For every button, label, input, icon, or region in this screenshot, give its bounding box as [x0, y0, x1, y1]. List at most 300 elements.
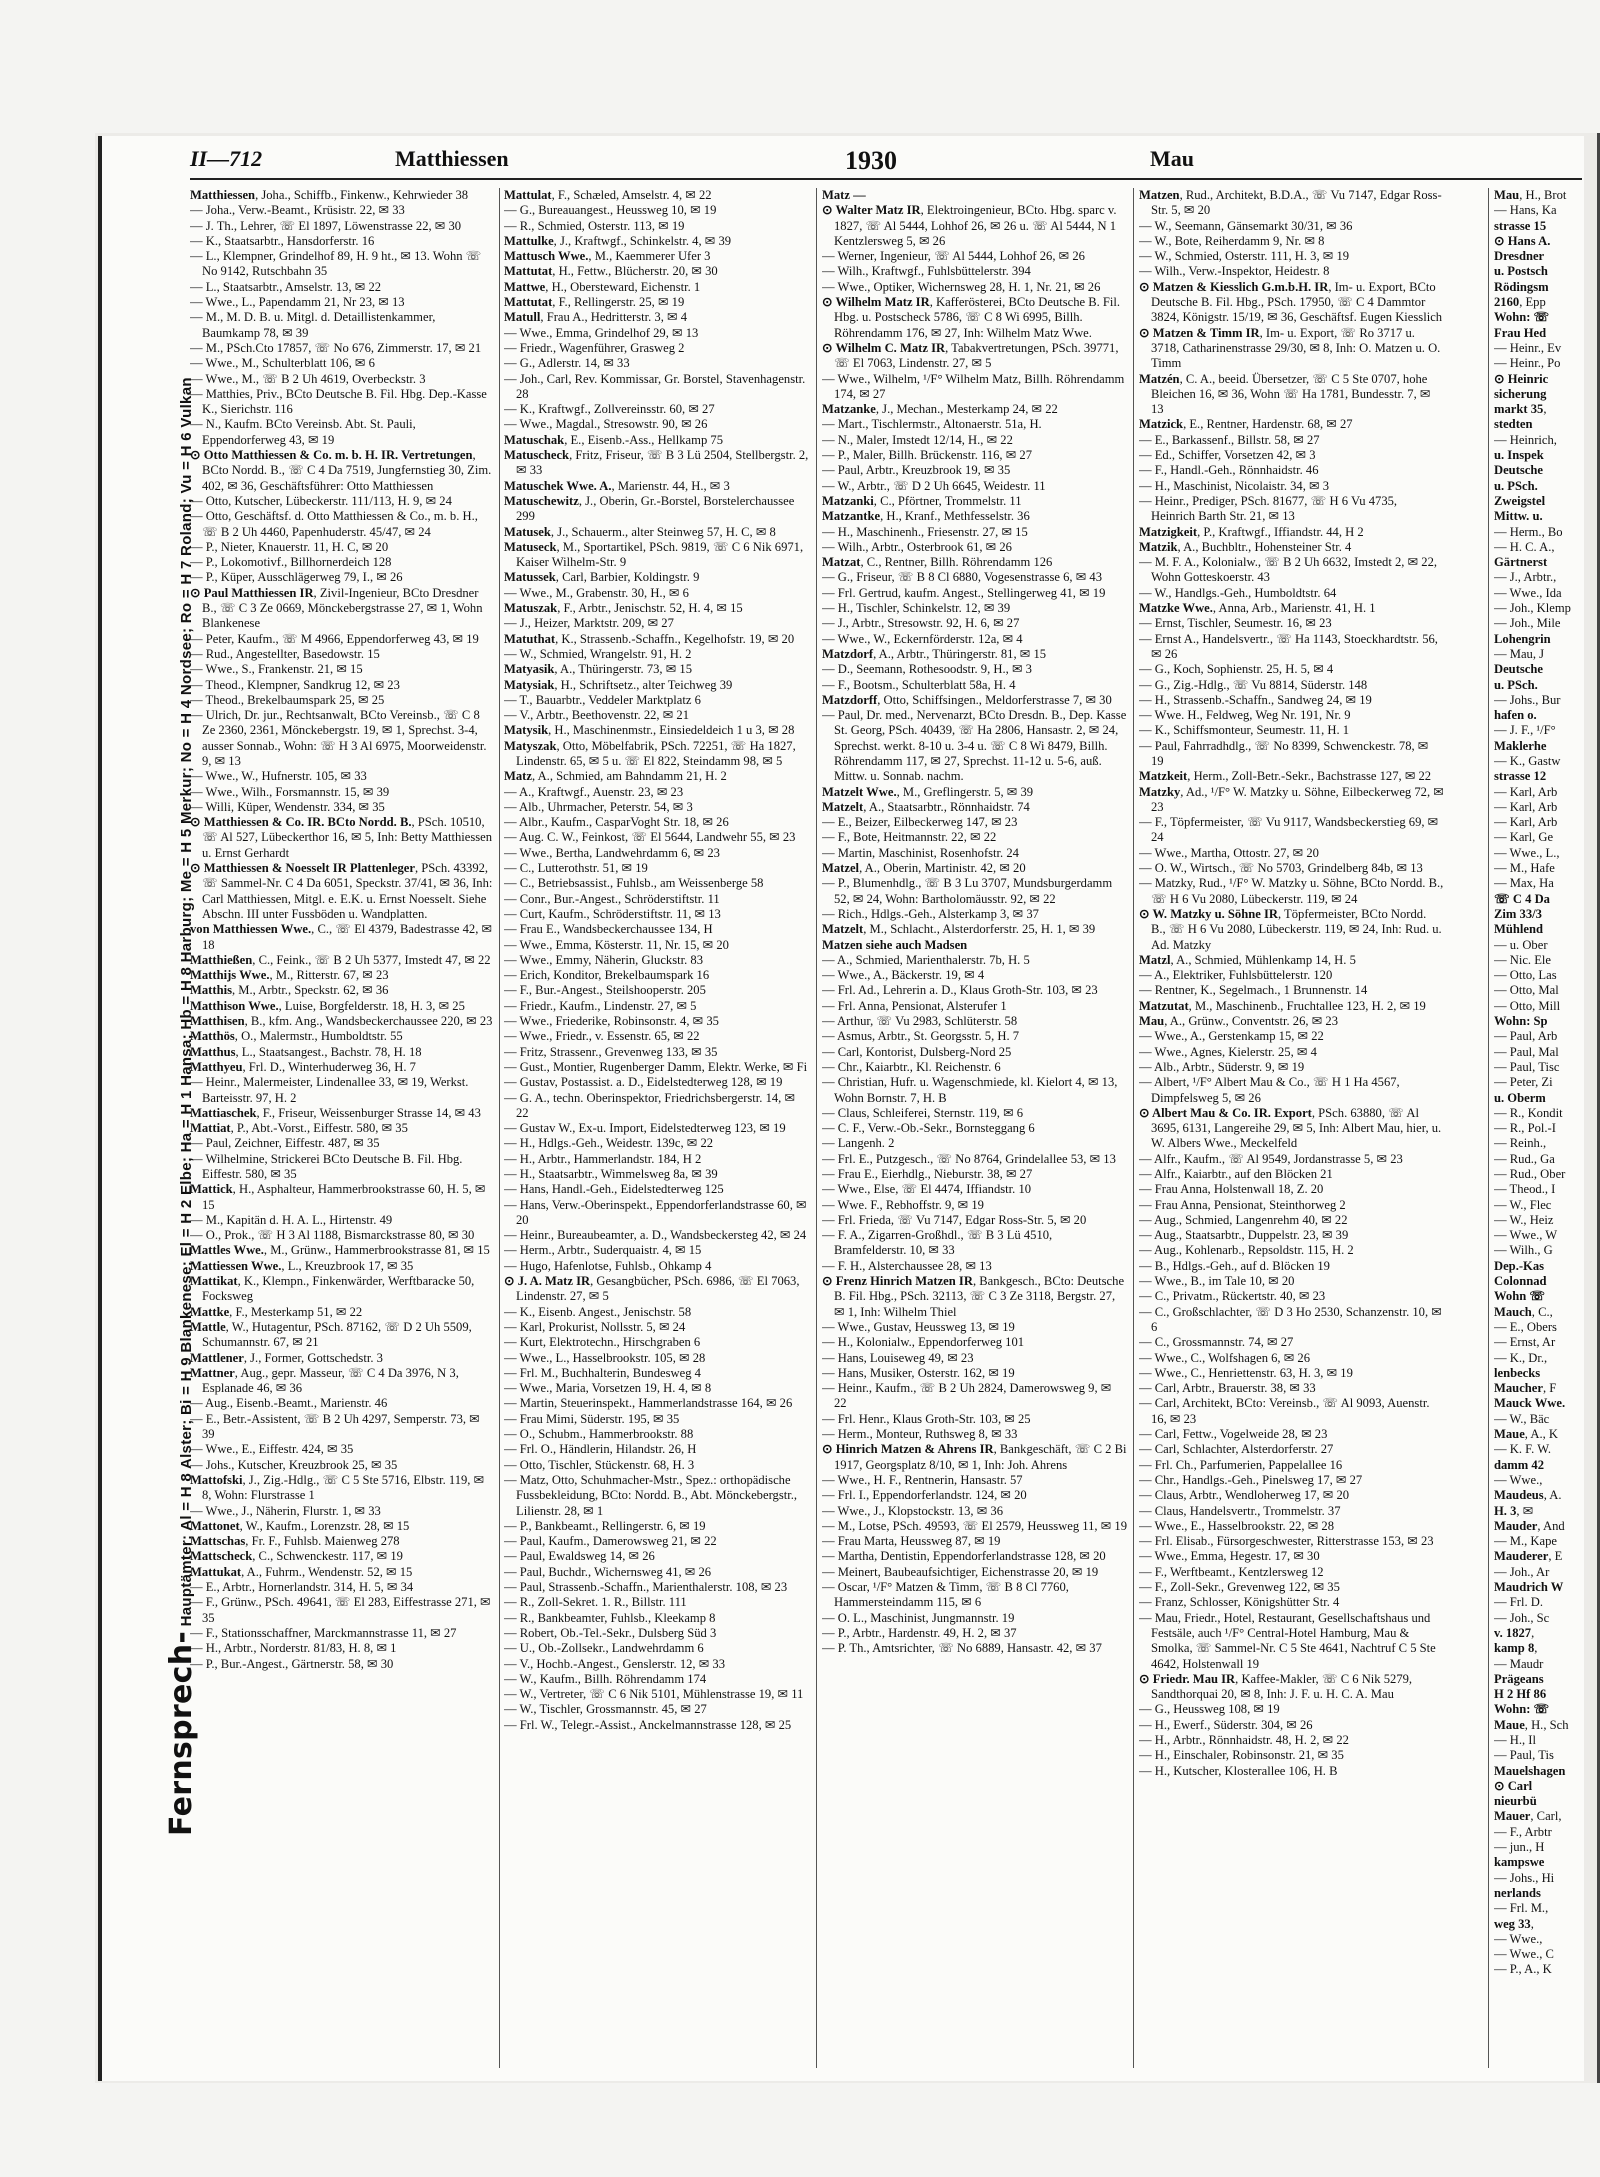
directory-entry: — Heinrich, — [1494, 432, 1557, 447]
directory-entry: — Ernst A., Handelsvertr., ☏ Ha 1143, Stoeckhardtstr. 56, ✉ 26 — [1139, 631, 1438, 661]
directory-entry: ⊙ Paul Matthiessen IR, Zivil-Ingenieur, BCto Dresdner B., ☏ C 3 Ze 0669, Mönckebergstrasse 27, ✉ 1, Wohn Blankenese — [190, 585, 483, 631]
directory-entry: — Gust., Montier, Rugenberger Damm, Elektr. Werke, ✉ Fi — [504, 1059, 808, 1074]
directory-entry: Matuscheck, Fritz, Friseur, ☏ B 3 Lü 2504, Stellbergstr. 2, ✉ 33 — [504, 448, 809, 478]
directory-entry: — Heinr., Ev — [1494, 340, 1562, 355]
directory-entry: — Wilhelmine, Strickerei BCto Deutsche B. Fil. Hbg. Eiffestr. 580, ✉ 35 — [190, 1151, 463, 1181]
directory-entry: — Wwe., Friedr., v. Essenstr. 65, ✉ 22 — [504, 1029, 700, 1044]
directory-entry: — F., Töpfermeister, ☏ Vu 9117, Wandsbeckerstieg 69, ✉ 24 — [1139, 815, 1439, 845]
directory-entry: — Karl, Arb — [1494, 799, 1558, 814]
directory-entry: Matzdorf, A., Arbtr., Thüringerstr. 81, ✉ 15 — [822, 646, 1047, 661]
directory-entry: — N., Kaufm. BCto Vereinsb. Abt. St. Pauli, Eppendorferweg 43, ✉ 19 — [190, 417, 416, 447]
directory-entry: — Johs., Bur — [1494, 692, 1561, 707]
column-divider — [1488, 188, 1489, 2068]
directory-entry: Mittw. u. — [1494, 509, 1543, 524]
directory-entry: ⊙ Hinrich Matzen & Ahrens IR, Bankgeschäft, ☏ C 2 Bi 1917, Georgsplatz 8/10, ✉ 1, Inh: Joh. Ahrens — [822, 1442, 1127, 1472]
directory-entry: H 2 Hf 86 — [1494, 1687, 1547, 1702]
directory-entry: Mattke, F., Mesterkamp 51, ✉ 22 — [190, 1304, 363, 1319]
directory-entry: — W., Bäc — [1494, 1411, 1550, 1426]
directory-entry: — K. F. W. — [1494, 1442, 1552, 1457]
directory-entry: Matzelt, A., Staatsarbtr., Rönnhaidstr. 74 — [822, 799, 1030, 814]
directory-entry: — E., Betr.-Assistent, ☏ B 2 Uh 4297, Semperstr. 73, ✉ 39 — [190, 1411, 480, 1442]
directory-entry: — Frl. O., Händlerin, Hilandstr. 26, H — [504, 1442, 697, 1457]
directory-entry: — R., Schmied, Osterstr. 113, ✉ 19 — [504, 218, 685, 233]
sidebar-exchange-legend — [106, 377, 199, 1836]
directory-entry: — Wwe., Martha, Ottostr. 27, ✉ 20 — [1139, 845, 1319, 860]
directory-entry: — H., Staatsarbtr., Wimmelsweg 8a, ✉ 39 — [504, 1167, 718, 1181]
directory-entry: — Wwe., L., Papendamm 21, Nr 23, ✉ 13 — [190, 295, 405, 310]
directory-entry: — O., Schubm., Hammerbrookstr. 88 — [504, 1427, 694, 1442]
directory-entry: — F., Werftbeamt., Kentzlersweg 12 — [1139, 1564, 1324, 1579]
directory-entry: Maudeus, A. — [1494, 1488, 1562, 1503]
directory-entry: — Wilh., Verw.-Inspektor, Heidestr. 8 — [1139, 264, 1330, 279]
directory-entry: — M. F. A., Kolonialw., ☏ B 2 Uh 6632, Imstedt 2, ✉ 22, Wohn Gotteskoerstr. 43 — [1139, 555, 1438, 585]
column-divider — [816, 188, 817, 2068]
directory-entry: — Frau Anna, Holstenwall 18, Z. 20 — [1139, 1182, 1324, 1197]
directory-entry: Frau Hed — [1494, 325, 1547, 340]
directory-entry: — Fritz, Strassenr., Grevenweg 133, ✉ 35 — [504, 1044, 718, 1059]
left-running-title: Matthiessen — [395, 146, 509, 171]
directory-entry: — Wwe., — [1494, 1931, 1543, 1946]
directory-entry: — Mau, J — [1494, 646, 1545, 661]
directory-entry: Matzelt Wwe., M., Greflingerstr. 5, ✉ 39 — [822, 784, 1034, 799]
directory-entry: — Joh., Ar — [1494, 1564, 1550, 1579]
directory-entry: — Hans, Musiker, Osterstr. 162, ✉ 19 — [822, 1365, 1015, 1380]
directory-entry: — Wwe., W., Eckernförderstr. 12a, ✉ 4 — [822, 631, 1023, 646]
directory-entry: Matusek, J., Schauerm., alter Steinweg 57, H. C, ✉ 8 — [504, 524, 776, 539]
directory-entry: — Matz, Otto, Schuhmacher-Mstr., Spez.: orthopädische Fussbekleidung, BCto: Nordd. B., Abt. Mönckebergstr., Lilienstr. 28, ✉ 1 — [504, 1472, 798, 1518]
directory-entry: — Wwe., E., Eiffestr. 424, ✉ 35 — [190, 1442, 354, 1457]
directory-entry: — O. W., Wirtsch., ☏ No 5703, Grindelberg 84b, ✉ 13 — [1139, 861, 1423, 876]
page-number: II—712 — [190, 146, 263, 171]
directory-entry: — Wwe., Friederike, Robinsonstr. 4, ✉ 35 — [504, 1014, 719, 1029]
directory-entry: — F., Bote, Heitmannstr. 22, ✉ 22 — [822, 830, 997, 845]
directory-entry: — E., Arbtr., Hornerlandstr. 314, H. 5, ✉ 34 — [190, 1580, 414, 1595]
directory-entry: Matzen, Rud., Architekt, B.D.A., ☏ Vu 7147, Edgar Ross-Str. 5, ✉ 20 — [1139, 188, 1442, 218]
directory-entry: — Rud., Angestellter, Basedowstr. 15 — [190, 646, 380, 661]
directory-entry: Colonnad — [1494, 1274, 1547, 1289]
directory-entry: Matzén, C. A., beeid. Übersetzer, ☏ C 5 Ste 0707, hohe Bleichen 16, ✉ 36, Wohn ☏ Ha 1781, Bundesstr. 7, ✉ 13 — [1139, 371, 1431, 417]
directory-entry: stedten — [1494, 417, 1533, 432]
directory-entry: — Frl. Gertrud, kaufm. Angest., Stellingerweg 41, ✉ 19 — [822, 585, 1106, 600]
directory-entry: Matzky, Ad., ¹/F° W. Matzky u. Söhne, Eilbeckerweg 72, ✉ 23 — [1139, 784, 1444, 814]
directory-entry: — Peter, Zi — [1494, 1075, 1553, 1090]
directory-entry: hafen o. — [1494, 708, 1537, 723]
directory-entry: — Ed., Schiffer, Vorsetzen 42, ✉ 3 — [1139, 448, 1316, 463]
directory-entry: — Maudr — [1494, 1656, 1544, 1671]
directory-entry: Mattiaschek, F., Friseur, Weissenburger Strasse 14, ✉ 43 — [190, 1105, 481, 1120]
directory-entry: — Joh., Carl, Rev. Kommissar, Gr. Borstel, Stavenhagenstr. 28 — [504, 371, 806, 401]
directory-entry: nerlands — [1494, 1885, 1541, 1900]
directory-entry: — Nic. Ele — [1494, 952, 1552, 967]
directory-entry: — Mau, Friedr., Hotel, Restaurant, Gesellschaftshaus und Festsäle, auch ¹/F° Central-Hotel Hamburg, Mau & Smolka, ☏ Sammel-Nr. C 5 Ste 4641, Nachtruf C 5 Ste 4642, Holstenwall 19 — [1139, 1610, 1436, 1671]
directory-entry: — W., Arbtr., ☏ D 2 Uh 6645, Weidestr. 11 — [822, 478, 1046, 493]
directory-entry: — Wwe. F., Rebhoffstr. 9, ✉ 19 — [822, 1197, 984, 1212]
directory-entry: Matzl, A., Schmied, Mühlenkamp 14, H. 5 — [1139, 952, 1356, 967]
directory-entry: — Rud., Ga — [1494, 1151, 1555, 1166]
directory-entry: Mauelshagen — [1494, 1763, 1566, 1778]
directory-entry: — Frl. D. — [1494, 1595, 1543, 1610]
directory-entry: — Wwe., Ida — [1494, 585, 1562, 600]
directory-entry: — Claus, Schleiferei, Sternstr. 119, ✉ 6 — [822, 1105, 1024, 1120]
directory-entry: ⊙ Albert Mau & Co. IR. Export, PSch. 63880, ☏ Al 3695, 6131, Langereihe 29, ✉ 5, Inh: Albert Mau, hier, u. W. Albers Wwe., Meckelfeld — [1139, 1105, 1442, 1151]
directory-entry: Deutsche — [1494, 463, 1543, 478]
directory-entry: — T., Bauarbtr., Veddeler Marktplatz 6 — [504, 692, 701, 707]
directory-entry: — Max, Ha — [1494, 876, 1554, 891]
directory-entry: — Gustav W., Ex-u. Import, Eidelstedterweg 123, ✉ 19 — [504, 1121, 786, 1136]
directory-entry: Mattiat, P., Abt.-Vorst., Eiffestr. 580, ✉ 35 — [190, 1121, 408, 1136]
directory-entry: ⊙ Otto Matthiessen & Co. m. b. H. IR. Vertretungen, BCto Nordd. B., ☏ C 4 Da 7519, Jungfernstieg 30, Zim. 402, ✉ 36, Geschäftsführer: Otto Matthiessen — [190, 448, 492, 493]
directory-entry: — Wwe., J., Näherin, Flurstr. 1, ✉ 33 — [190, 1503, 381, 1518]
directory-entry: — Otto, Las — [1494, 968, 1557, 983]
directory-entry: — A., Schmied, Marienthalerstr. 7b, H. 5 — [822, 952, 1030, 967]
directory-entry: — Carl, Architekt, BCto: Vereinsb., ☏ Al 9093, Auenstr. 16, ✉ 23 — [1139, 1396, 1430, 1426]
directory-entry: — E., Obers — [1494, 1319, 1557, 1334]
directory-entry: — K., Eisenb. Angest., Jenischstr. 58 — [504, 1304, 692, 1319]
directory-entry: — Alfr., Kaufm., ☏ Al 9549, Jordanstrasse 5, ✉ 23 — [1139, 1151, 1403, 1166]
directory-entry: — Christian, Hufr. u. Wagenschmiede, kl. Kielort 4, ✉ 13, Wohn Bornstr. 7, H. B — [822, 1075, 1118, 1105]
directory-entry: — Frau Marta, Heussweg 87, ✉ 19 — [822, 1534, 1001, 1549]
directory-entry: — P., Bur.-Angest., Gärtnerstr. 58, ✉ 30 — [190, 1656, 394, 1671]
directory-entry: Mauder, And — [1494, 1518, 1565, 1533]
directory-entry: — G., Bureauangest., Heussweg 10, ✉ 19 — [504, 203, 717, 218]
directory-entry: kamp 8, — [1494, 1641, 1538, 1656]
directory-entry: Maue, A., K — [1494, 1427, 1559, 1442]
page-header — [190, 146, 1570, 176]
directory-entry: — M., Lotse, PSch. 49593, ☏ El 2579, Heussweg 11, ✉ 19 — [822, 1518, 1127, 1533]
directory-entry: — Johs., Kutscher, Kreuzbrook 25, ✉ 35 — [190, 1457, 398, 1472]
directory-entry: ⊙ Hans A. — [1494, 233, 1551, 248]
directory-entry: — Karl, Arb — [1494, 784, 1558, 799]
directory-entry: — Ulrich, Dr. jur., Rechtsanwalt, BCto Vereinsb., ☏ C 8 Ze 2360, 2361, Mönckebergstr. 19, ✉ 1, Sprechst. 3-4, ausser Sonnab., Wohn: ☏ H 3 Al 6975, Moorweidenstr. 9, ✉ 13 — [190, 708, 487, 768]
directory-entry: Mau, A., Grünw., Conventstr. 26, ✉ 23 — [1139, 1014, 1338, 1029]
directory-entry: — Paul, Arbtr., Kreuzbrook 19, ✉ 35 — [822, 463, 1011, 478]
directory-entry: — Wwe., — [1494, 1472, 1543, 1487]
sidebar-exchanges: Al = H 8 Alster; Bi = H 9 Blankenese; El = H 2 Elbe; Ha = H 1 Hansa; Hb = H 8 Harburg; Me = H 5 Merkur; No = H 4 Nordsee; Ro = H 7 Roland; Vu = H 6 Vulkan — [178, 377, 195, 1531]
directory-entry: — Paul, Strassenb.-Schaffn., Marienthalerstr. 108, ✉ 23 — [504, 1580, 788, 1595]
directory-entry: — Chr., Handlgs.-Geh., Pinelsweg 17, ✉ 27 — [1139, 1472, 1363, 1487]
directory-entry: — jun., H — [1494, 1840, 1545, 1855]
directory-entry: — H., Kolonialw., Eppendorferweg 101 — [822, 1335, 1025, 1350]
directory-entry: — G., Zig.-Hdlg., ☏ Vu 8814, Süderstr. 148 — [1139, 677, 1368, 692]
directory-entry: — G. A., techn. Oberinspektor, Friedrichsbergerstr. 14, ✉ 22 — [504, 1090, 796, 1120]
directory-column-3 — [822, 188, 1127, 2068]
directory-column-1 — [190, 188, 495, 2068]
directory-entry: — Wwe., H. F., Rentnerin, Hansastr. 57 — [822, 1472, 1023, 1487]
directory-entry: — Wilh., G — [1494, 1243, 1553, 1258]
directory-entry: — P., Bankbeamt., Rellingerstr. 6, ✉ 19 — [504, 1518, 706, 1533]
directory-entry: Matuschek Wwe. A., Marienstr. 44, H., ✉ 3 — [504, 478, 730, 493]
directory-entry: — Albert, ¹/F° Albert Mau & Co., ☏ H 1 Ha 4567, Dimpfelsweg 5, ✉ 26 — [1139, 1075, 1400, 1105]
directory-entry: — Carl, Arbtr., Brauerstr. 38, ✉ 33 — [1139, 1381, 1316, 1396]
directory-entry: — Ernst, Ar — [1494, 1335, 1556, 1350]
sidebar-title: Fernsprech- — [164, 1630, 199, 1836]
directory-entry: — P., A., K — [1494, 1962, 1552, 1977]
directory-entry: Wohn ☏ — [1494, 1289, 1546, 1304]
directory-entry: Matz, A., Schmied, am Bahndamm 21, H. 2 — [504, 769, 727, 784]
directory-entry: — Frl. Anna, Pensionat, Alsterufer 1 — [822, 998, 1007, 1013]
directory-entry: — Asmus, Arbtr., St. Georgsstr. 5, H. 7 — [822, 1029, 1020, 1044]
directory-entry: — P., Nieter, Knauerstr. 11, H. C, ✉ 20 — [190, 539, 389, 554]
directory-entry: — Theod., Brekelbaumspark 25, ✉ 25 — [190, 692, 385, 707]
directory-entry: ⊙ Walter Matz IR, Elektroingenieur, BCto. Hbg. sparc v. 1827, ☏ Al 5444, Lohhof 26, ✉ 26 u. ☏ Al 5444, N 1 Kentzlersweg 5, ✉ 26 — [822, 203, 1117, 248]
directory-entry: — M., Kape — [1494, 1534, 1557, 1549]
directory-entry: Mattukat, A., Fuhrm., Wendenstr. 52, ✉ 15 — [190, 1564, 413, 1579]
directory-entry: — C., Grossmannstr. 74, ✉ 27 — [1139, 1335, 1294, 1350]
directory-entry: — Hans, Handl.-Geh., Eidelstedterweg 125 — [504, 1182, 724, 1197]
directory-entry: — Joh., Sc — [1494, 1610, 1550, 1625]
directory-entry: — M., Kapitän d. H. A. L., Hirtenstr. 49 — [190, 1212, 393, 1227]
directory-entry: — Frl. M., Buchhalterin, Bundesweg 4 — [504, 1365, 701, 1380]
directory-entry: u. Inspek — [1494, 448, 1544, 463]
directory-entry: — Wwe., S., Frankenstr. 21, ✉ 15 — [190, 662, 363, 677]
directory-entry: — R., Zoll-Sekret. 1. R., Billstr. 111 — [504, 1595, 687, 1610]
directory-entry: Matthus, L., Staatsangest., Bachstr. 78, H. 18 — [190, 1044, 422, 1059]
directory-entry: Mattiessen Wwe., L., Kreuzbrook 17, ✉ 35 — [190, 1258, 414, 1273]
directory-entry: ⊙ Matthiessen & Noesselt IR Plattenleger, PSch. 43392, ☏ Sammel-Nr. C 4 Da 6051, Speckstr. 37/41, ✉ 36, Inh: Carl Matthiessen, Mitgl. e. E.K. u. Ernst Noesselt. Siehe Abschn. III unter Fussböden u. Wandplatten. — [190, 861, 493, 921]
directory-entry: — Frau Mimi, Süderstr. 195, ✉ 35 — [504, 1411, 680, 1426]
directory-entry: Matuschewitz, J., Oberin, Gr.-Borstel, Borstelerchaussee 299 — [504, 493, 795, 524]
directory-entry: Maudrich W — [1494, 1580, 1564, 1595]
directory-entry: — W., Schmied, Osterstr. 111, H. 3, ✉ 19 — [1139, 249, 1350, 264]
directory-entry: Matysiak, H., Schriftsetz., alter Teichweg 39 — [504, 677, 733, 692]
directory-entry: — F., Arbtr — [1494, 1824, 1552, 1839]
directory-entry: — H., Maschinist, Nicolaistr. 34, ✉ 3 — [1139, 478, 1330, 493]
directory-entry: — Heinr., Prediger, PSch. 81677, ☏ H 6 Vu 4735, Heinrich Barth Str. 21, ✉ 13 — [1139, 493, 1398, 524]
directory-entry: — P., Küper, Ausschlägerweg 79, I., ✉ 26 — [190, 570, 403, 585]
directory-entry: — L., Klempner, Grindelhof 89, H. 9 ht., ✉ 13. Wohn ☏ No 9142, Rutschbahn 35 — [190, 249, 482, 279]
directory-entry: strasse 15 — [1494, 218, 1547, 233]
directory-entry: — Joh., Mile — [1494, 616, 1561, 631]
directory-entry: — Wwe., Maria, Vorsetzen 19, H. 4, ✉ 8 — [504, 1381, 712, 1396]
directory-entry: Mauch, C., — [1494, 1304, 1553, 1319]
directory-entry: — C. F., Verw.-Ob.-Sekr., Bornsteggang 6 — [822, 1121, 1035, 1136]
directory-entry: Matzen siehe auch Madsen — [822, 937, 968, 952]
directory-entry: Matzdorff, Otto, Schiffsingen., Meldorferstrasse 7, ✉ 30 — [822, 692, 1112, 707]
directory-entry: Matyszak, Otto, Möbelfabrik, PSch. 72251, ☏ Ha 1827, Lindenstr. 65, ✉ 5 u. ☏ El 822, Steindamm 98, ✉ 5 — [504, 738, 796, 768]
directory-entry: ⊙ Carl — [1494, 1778, 1533, 1793]
directory-entry: — Paul, Dr. med., Nervenarzt, BCto Dresdn. B., Dep. Kasse St. Georg, PSch. 40439, ☏ Ha 2806, Hansastr. 2, ✉ 24, Sprechst. werkt. 8-10 u. 3-4 u. ☏ C 8 Wi 8479, Billh. Röhrendamm 117, ✉ 27, Sprechst. 11-12 u. 5-6, auß. Mittw. u. Sonnab. nachm. — [822, 708, 1127, 784]
directory-entry: Mattscheck, C., Schwenckestr. 117, ✉ 19 — [190, 1549, 403, 1564]
directory-entry: — W., Tischler, Grossmannstr. 45, ✉ 27 — [504, 1702, 707, 1717]
directory-entry: — Wwe., Else, ☏ El 4474, Iffiandstr. 10 — [822, 1182, 1032, 1197]
directory-entry: — Aug., Eisenb.-Beamt., Marienstr. 46 — [190, 1396, 388, 1411]
directory-entry: — H., Tischler, Schinkelstr. 12, ✉ 39 — [822, 601, 1011, 616]
directory-entry: — H., Ewerf., Süderstr. 304, ✉ 26 — [1139, 1717, 1313, 1732]
directory-entry: Mattulke, J., Kraftwgf., Schinkelstr. 4, ✉ 39 — [504, 233, 732, 248]
directory-entry: — Wilh., Kraftwgf., Fuhlsbüttelerstr. 394 — [822, 264, 1031, 279]
directory-entry: Matthiessen, Joha., Schiffb., Finkenw., Kehrwieder 38 — [190, 188, 469, 202]
directory-entry: — F., Handl.-Geh., Rönnhaidstr. 46 — [1139, 463, 1319, 478]
directory-entry: — Paul, Ewaldsweg 14, ✉ 26 — [504, 1549, 655, 1564]
directory-entry: — Wwe., L., Hasselbrookstr. 105, ✉ 28 — [504, 1350, 706, 1365]
directory-entry: Matuschak, E., Eisenb.-Ass., Hellkamp 75 — [504, 432, 723, 447]
directory-entry: — F., Bur.-Angest., Steilshooperstr. 205 — [504, 983, 706, 998]
directory-entry: — Wwe., M., Schulterblatt 106, ✉ 6 — [190, 356, 375, 371]
directory-entry: ⊙ Friedr. Mau IR, Kaffee-Makler, ☏ C 6 Nik 5279, Sandthorquai 20, ✉ 8, Inh: J. F. u. H. C. A. Mau — [1139, 1671, 1413, 1702]
directory-entry: Lohengrin — [1494, 631, 1551, 646]
directory-entry: — Wwe., Emmy, Näherin, Gluckstr. 83 — [504, 952, 704, 967]
directory-entry: — C., Großschlachter, ☏ D 3 Ho 2530, Schanzenstr. 10, ✉ 6 — [1139, 1304, 1442, 1334]
directory-entry: Maucher, F — [1494, 1381, 1557, 1396]
directory-entry: Mattle, W., Hutagentur, PSch. 87162, ☏ D 2 Uh 5509, Schumannstr. 67, ✉ 21 — [190, 1319, 472, 1350]
directory-entry: lenbecks — [1494, 1365, 1541, 1380]
directory-entry: — Johs., Hi — [1494, 1870, 1555, 1885]
directory-entry: — K., Schiffsmonteur, Seumestr. 11, H. 1 — [1139, 723, 1350, 738]
directory-entry: — C., Privatm., Rückertstr. 40, ✉ 23 — [1139, 1289, 1326, 1304]
directory-entry: — Hans, Verw.-Oberinspekt., Eppendorferlandstrasse 60, ✉ 20 — [504, 1197, 807, 1227]
directory-entry: Matull, Frau A., Hedritterstr. 3, ✉ 4 — [504, 310, 688, 325]
directory-entry: Matysik, H., Maschinenmstr., Einsiedeldeich 1 u 3, ✉ 28 — [504, 723, 795, 738]
directory-entry: Mattofski, J., Zig.-Hdlg., ☏ C 5 Ste 5716, Elbstr. 119, ✉ 8, Wohn: Flurstrasse 1 — [190, 1472, 485, 1503]
directory-entry: ⊙ Wilhelm Matz IR, Kafferösterei, BCto Deutsche B. Fil. Hbg. u. Postscheck 5786, ☏ C 8 Wi 6995, Billh. Röhrendamm 176, ✉ 27, Inh: Wilhelm Matz Wwe. — [822, 295, 1121, 340]
directory-entry: — N., Maler, Imstedt 12/14, H., ✉ 22 — [822, 432, 1013, 447]
directory-entry: — W., Kaufm., Billh. Röhrendamm 174 — [504, 1671, 707, 1686]
directory-entry: — W., Seemann, Gänsemarkt 30/31, ✉ 36 — [1139, 218, 1353, 233]
directory-entry: — Joh., Klemp — [1494, 601, 1571, 616]
directory-entry: — C., Betriebsassist., Fuhlsb., am Weissenberge 58 — [504, 876, 764, 891]
directory-entry: — Rich., Hdlgs.-Geh., Alsterkamp 3, ✉ 37 — [822, 906, 1039, 921]
directory-entry: — Wwe., Agnes, Kielerstr. 25, ✉ 4 — [1139, 1044, 1317, 1059]
directory-entry: Matthös, O., Malermstr., Humboldtstr. 55 — [190, 1029, 403, 1044]
directory-entry: — Otto, Geschäftsf. d. Otto Matthiessen & Co., m. b. H., ☏ B 2 Uh 4460, Papenhuderstr. 45/47, ✉ 24 — [190, 509, 478, 539]
directory-entry: Matzel, A., Oberin, Martinistr. 42, ✉ 20 — [822, 861, 1026, 876]
directory-entry: — Alb., Uhrmacher, Peterstr. 54, ✉ 3 — [504, 799, 693, 814]
directory-entry: — Theod., Klempner, Sandkrug 12, ✉ 23 — [190, 677, 400, 692]
directory-entry: — Paul, Mal — [1494, 1044, 1559, 1059]
directory-entry: — Chr., Kaiarbtr., Kl. Reichenstr. 6 — [822, 1059, 1001, 1074]
directory-entry: — Wwe., Magdal., Stresowstr. 90, ✉ 26 — [504, 417, 708, 432]
directory-entry: — Albr., Kaufm., CasparVoght Str. 18, ✉ 26 — [504, 815, 729, 830]
directory-entry: — Wwe., M., ☏ B 2 Uh 4619, Overbeckstr. 3 — [190, 371, 426, 386]
header-rule — [190, 178, 1582, 180]
directory-entry: — Martin, Steuerinspekt., Hammerlandstrasse 164, ✉ 26 — [504, 1396, 793, 1411]
directory-entry: — Frl. Henr., Klaus Groth-Str. 103, ✉ 25 — [822, 1411, 1031, 1426]
directory-entry: — Aug., Schmied, Langenrehm 40, ✉ 22 — [1139, 1212, 1348, 1227]
directory-entry: — W., Heiz — [1494, 1212, 1554, 1227]
directory-entry: — Willi, Küper, Wendenstr. 334, ✉ 35 — [190, 799, 385, 814]
directory-entry: — Paul, Zeichner, Eiffestr. 487, ✉ 35 — [190, 1136, 380, 1151]
directory-entry: — F., Bootsm., Schulterblatt 58a, H. 4 — [822, 677, 1016, 692]
directory-entry: — Aug., Staatsarbtr., Duppelstr. 23, ✉ 39 — [1139, 1228, 1349, 1243]
directory-entry: — O., Prok., ☏ H 3 Al 1188, Bismarckstrasse 80, ✉ 30 — [190, 1228, 475, 1243]
directory-entry: Wohn: ☏ — [1494, 310, 1550, 325]
directory-entry: — Joha., Verw.-Beamt., Krüsistr. 22, ✉ 33 — [190, 203, 405, 218]
directory-entry: — Karl, Arb — [1494, 815, 1558, 830]
directory-entry: — Wwe., B., im Tale 10, ✉ 20 — [1139, 1274, 1295, 1289]
directory-entry: Maue, H., Sch — [1494, 1717, 1569, 1732]
directory-entry: — Hans, Louiseweg 49, ✉ 23 — [822, 1350, 974, 1365]
directory-entry: — P., Maler, Billh. Brückenstr. 116, ✉ 27 — [822, 448, 1033, 463]
directory-entry: — Claus, Handelsvertr., Trommelstr. 37 — [1139, 1503, 1341, 1518]
directory-entry: ⊙ Heinric — [1494, 371, 1549, 386]
directory-entry: — Paul, Buchdr., Wichernsweg 41, ✉ 26 — [504, 1564, 712, 1579]
directory-entry: — G., Heussweg 108, ✉ 19 — [1139, 1702, 1280, 1717]
directory-entry: — Wwe., Bertha, Landwehrdamm 6, ✉ 23 — [504, 845, 720, 860]
directory-entry: Prägeans — [1494, 1671, 1544, 1686]
directory-entry: — A., Kraftwgf., Auenstr. 23, ✉ 23 — [504, 784, 684, 799]
directory-entry: — Martin, Maschinist, Rosenhofstr. 24 — [822, 845, 1019, 860]
directory-entry: — F. A., Zigarren-Großhdl., ☏ B 3 Lü 4510, Bramfelderstr. 10, ✉ 33 — [822, 1228, 1053, 1258]
directory-entry: Rödingsm — [1494, 279, 1549, 294]
directory-entry: — Kurt, Elektrotechn., Hirschgraben 6 — [504, 1335, 701, 1350]
directory-entry: — R., Kondit — [1494, 1105, 1563, 1120]
directory-page — [98, 136, 1584, 2081]
directory-entry: Mattusch Wwe., M., Kaemmerer Ufer 3 — [504, 249, 711, 264]
directory-entry: — J. F., ¹/F° — [1494, 723, 1556, 738]
directory-entry: ☏ C 4 Da — [1494, 891, 1550, 906]
directory-entry: — Frl. Ad., Lehrerin a. D., Klaus Groth-Str. 103, ✉ 23 — [822, 983, 1098, 998]
directory-entry: Matzke Wwe., Anna, Arb., Marienstr. 41, H. 1 — [1139, 601, 1376, 616]
directory-entry: — J., Heizer, Marktstr. 209, ✉ 27 — [504, 616, 674, 631]
directory-entry: — Paul, Arb — [1494, 1029, 1558, 1044]
directory-entry: — Rud., Ober — [1494, 1167, 1566, 1181]
directory-entry: Mauderer, E — [1494, 1549, 1563, 1564]
directory-entry: — C., Lutterothstr. 51, ✉ 19 — [504, 861, 648, 876]
directory-entry: — Frau Anna, Pensionat, Steinthorweg 2 — [1139, 1197, 1346, 1212]
directory-entry: — Wwe., Optiker, Wichernsweg 28, H. 1, Nr. 21, ✉ 26 — [822, 279, 1101, 294]
directory-entry: H. 3, ✉ — [1494, 1503, 1534, 1518]
directory-entry: Matzkeit, Herm., Zoll-Betr.-Sekr., Bachstrasse 127, ✉ 22 — [1139, 769, 1432, 784]
directory-entry: — Otto, Mal — [1494, 983, 1559, 998]
directory-entry: — Otto, Mill — [1494, 998, 1561, 1013]
directory-entry: — K., Kraftwgf., Zollvereinsstr. 60, ✉ 27 — [504, 402, 715, 417]
directory-entry: Deutsche — [1494, 662, 1543, 677]
directory-entry: — Carl, Kontorist, Dulsberg-Nord 25 — [822, 1044, 1012, 1059]
directory-entry: — P., Blumenhdlg., ☏ B 3 Lu 3707, Mundsburgerdamm 52, ✉ 24, Wohn: Bartholomäusstr. 92, ✉ 22 — [822, 876, 1113, 906]
directory-entry: — Frl. I., Eppendorferlandstr. 124, ✉ 20 — [822, 1488, 1027, 1503]
directory-entry: — P. Th., Amtsrichter, ☏ No 6889, Hansastr. 42, ✉ 37 — [822, 1641, 1102, 1656]
directory-entry: — R., Bankbeamter, Fuhlsb., Kleekamp 8 — [504, 1610, 716, 1625]
directory-entry: Mauck Wwe. — [1494, 1396, 1566, 1411]
directory-entry: — Matthies, Priv., BCto Deutsche B. Fil. Hbg. Dep.-Kasse K., Sierichstr. 116 — [190, 386, 487, 417]
directory-entry: — Wwe., Wilh., Forsmannstr. 15, ✉ 39 — [190, 784, 390, 799]
directory-entry: Mattlener, J., Former, Gottschedstr. 3 — [190, 1350, 383, 1365]
directory-entry: — Aug., Kohlenarb., Repsoldstr. 115, H. 2 — [1139, 1243, 1354, 1258]
directory-entry: — Wilh., Arbtr., Osterbrook 61, ✉ 26 — [822, 539, 1012, 554]
column-divider — [499, 188, 500, 2068]
directory-entry: Matzik, A., Buchbltr., Hohensteiner Str. 4 — [1139, 539, 1352, 554]
directory-entry: ⊙ W. Matzky u. Söhne IR, Töpfermeister, BCto Nordd. B., ☏ H 6 Vu 2080, Lübeckerstr. 119, ✉ 24, Inh: Rud. u. Ad. Matzky — [1139, 906, 1442, 952]
directory-entry: kampswe — [1494, 1855, 1545, 1870]
directory-entry: markt 35, — [1494, 402, 1547, 417]
directory-entry: — J., Arbtr., — [1494, 570, 1557, 585]
directory-entry: strasse 12 — [1494, 769, 1547, 784]
directory-entry: — Otto, Tischler, Stückenstr. 68, H. 3 — [504, 1457, 695, 1472]
directory-entry: Matzelt, M., Schlacht., Alsterdorferstr. 25, H. 1, ✉ 39 — [822, 922, 1096, 937]
directory-entry: — P., Arbtr., Hardenstr. 49, H. 2, ✉ 37 — [822, 1625, 1017, 1640]
directory-entry: — Rentner, K., Segelmach., 1 Brunnenstr. 14 — [1139, 983, 1368, 998]
directory-entry: — G., Koch, Sophienstr. 25, H. 5, ✉ 4 — [1139, 662, 1334, 677]
directory-entry: ⊙ Wilhelm C. Matz IR, Tabakvertretungen, PSch. 39771, ☏ El 7063, Lindenstr. 27, ✉ 5 — [822, 340, 1119, 371]
directory-entry: — Hugo, Hafenlotse, Fuhlsb., Ohkamp 4 — [504, 1258, 712, 1273]
directory-entry: — M., M. D. B. u. Mitgl. d. Detaillistenkammer, Baumkamp 78, ✉ 39 — [190, 310, 436, 340]
directory-entry: — Karl, Prokurist, Nollsstr. 5, ✉ 24 — [504, 1319, 686, 1334]
directory-entry: — H. C. A., — [1494, 539, 1555, 554]
directory-entry: — Frau E., Eierhdlg., Nieburstr. 38, ✉ 27 — [822, 1167, 1033, 1181]
directory-entry: — Curt, Kaufm., Schröderstiftstr. 11, ✉ 13 — [504, 906, 721, 921]
directory-entry: — Alfr., Kaiarbtr., auf den Blöcken 21 — [1139, 1167, 1333, 1181]
directory-entry: Matz — — [822, 188, 866, 202]
directory-entry: — Frau E., Wandsbeckerchaussee 134, H — [504, 922, 713, 937]
directory-entry: — Frl. Ch., Parfumerien, Pappelallee 16 — [1139, 1457, 1343, 1472]
directory-entry: — H., Kutscher, Klosterallee 106, H. B — [1139, 1763, 1338, 1778]
directory-entry: Maklerhe — [1494, 738, 1547, 753]
directory-entry: — Carl, Fettw., Vogelweide 28, ✉ 23 — [1139, 1427, 1328, 1442]
directory-entry: Matyasik, A., Thüringerstr. 73, ✉ 15 — [504, 662, 693, 677]
directory-entry: — Heinr., Po — [1494, 356, 1561, 371]
directory-entry: — Heinr., Malermeister, Lindenallee 33, ✉ 19, Werkst. Barteisstr. 97, H. 2 — [190, 1075, 469, 1105]
directory-entry: — Paul, Kaufm., Damerowsweg 21, ✉ 22 — [504, 1534, 717, 1549]
